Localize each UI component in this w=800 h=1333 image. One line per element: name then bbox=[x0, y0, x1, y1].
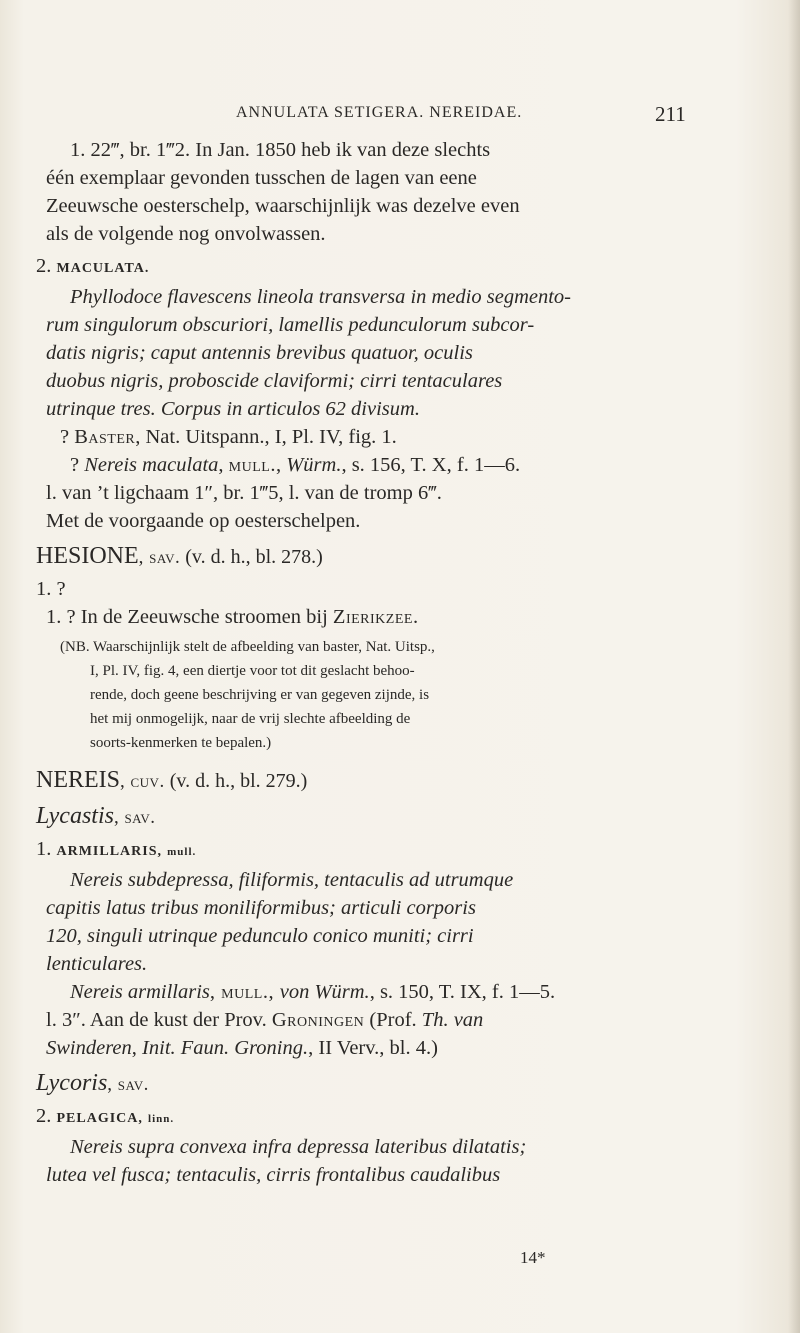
references-maculata bbox=[36, 423, 756, 535]
place-name: Groningen bbox=[271, 1009, 365, 1031]
ref-text: , s. 150, T. IX, f. 1—5. bbox=[369, 981, 556, 1003]
reference-line bbox=[46, 423, 756, 451]
text-line: Met de voorgaande op oesterschelpen. bbox=[46, 510, 361, 532]
text-line: lutea vel fusca; tentaculis, cirris frontalibus caudalibus bbox=[46, 1164, 501, 1186]
text-line: l. van ’t ligchaam 1″, br. 1‴5, l. van de tromp 6‴. bbox=[46, 482, 442, 504]
text-line bbox=[46, 1034, 756, 1062]
genus-ref: (v. d. h., bl. 278.) bbox=[180, 546, 323, 568]
diagnosis-maculata bbox=[36, 283, 756, 423]
genus-author: , sav. bbox=[138, 547, 181, 568]
taxon-name: Nereis maculata bbox=[84, 454, 219, 476]
text-line: rum singulorum obscuriori, lamellis pedunculorum subcor- bbox=[46, 314, 535, 336]
text-part: (Prof. bbox=[364, 1009, 422, 1031]
page-number: 211 bbox=[655, 102, 686, 126]
page-edge-shadow bbox=[788, 0, 800, 1333]
subgenus-name: Lycastis bbox=[36, 803, 114, 829]
text-line: lenticulares. bbox=[46, 953, 148, 975]
species-number: 1. bbox=[36, 838, 52, 860]
paragraph-intro bbox=[36, 136, 756, 164]
genus-name: NEREIS bbox=[36, 767, 120, 793]
signature-mark: 14* bbox=[520, 1248, 546, 1267]
text-line: 1. ? bbox=[36, 578, 66, 600]
author-name: Baster bbox=[74, 426, 136, 448]
text-line: Zeeuwsche oesterschelp, waarschijnlijk was dezelve even bbox=[46, 195, 520, 217]
subgenus-author: , sav. bbox=[107, 1074, 149, 1095]
ref-mark: ? bbox=[70, 454, 85, 476]
genus-ref: (v. d. h., bl. 279.) bbox=[164, 770, 308, 792]
work-title: Init. Faun. Groning. bbox=[142, 1037, 309, 1059]
species-author: linn. bbox=[148, 1113, 175, 1125]
species-author: mull. bbox=[167, 846, 197, 858]
text-part: 1. ? In de Zeeuwsche stroomen bij bbox=[46, 606, 333, 628]
note-line: rende, doch geene beschrijving er van gegeven zijnde, is bbox=[90, 687, 430, 703]
species-number: 2. bbox=[36, 1105, 52, 1127]
text-line: capitis latus tribus moniliformibus; articuli corporis bbox=[46, 897, 476, 919]
paragraph-intro-cont bbox=[36, 164, 756, 248]
species-heading-pelagica bbox=[36, 1102, 756, 1133]
person-name: Th. van bbox=[421, 1009, 484, 1031]
species-name: MACULATA. bbox=[56, 261, 150, 276]
note-line: soorts-kenmerken te bepalen.) bbox=[90, 735, 272, 751]
text-line: utrinque tres. Corpus in articulos 62 divisum. bbox=[46, 398, 420, 420]
subgenus-name: Lycoris bbox=[36, 1070, 108, 1096]
author-name: , mull., bbox=[209, 981, 280, 1003]
text-line: één exemplaar gevonden tusschen de lagen van eene bbox=[46, 167, 477, 189]
ref-text: , Nat. Uitspann., I, Pl. IV, fig. 1. bbox=[135, 426, 397, 448]
genus-heading-hesione bbox=[36, 539, 756, 575]
genus-author: , cuv. bbox=[120, 771, 165, 792]
text-line: Phyllodoce flavescens lineola transversa in medio segmento- bbox=[70, 286, 571, 308]
taxon-name: Nereis armillaris bbox=[70, 981, 210, 1003]
text-part: , bbox=[131, 1037, 143, 1059]
note-line: (NB. Waarschijnlijk stelt de afbeelding van baster, Nat. Uitsp., bbox=[60, 639, 435, 655]
species-name: PELAGICA, bbox=[56, 1111, 143, 1126]
text-part: l. 3″. Aan de kust der Prov. bbox=[46, 1009, 272, 1031]
text-line bbox=[36, 603, 756, 631]
place-name: Zierikzee bbox=[332, 606, 413, 628]
note-block bbox=[36, 635, 756, 755]
text-line: 120, singuli utrinque pedunculo conico muniti; cirri bbox=[46, 925, 474, 947]
running-head: ANNULATA SETIGERA. NEREIDAE. bbox=[236, 104, 523, 121]
text-line: als de volgende nog onvolwassen. bbox=[46, 223, 326, 245]
author-name: mull. bbox=[228, 454, 276, 476]
person-name: Swinderen bbox=[46, 1037, 132, 1059]
species-number: 2. bbox=[36, 255, 52, 277]
diagnosis-pelagica bbox=[36, 1133, 756, 1189]
diagnosis-armillaris bbox=[36, 866, 756, 978]
text-line: duobus nigris, proboscide claviformi; cirri tentaculares bbox=[46, 370, 503, 392]
subgenus-heading-lycoris bbox=[36, 1066, 756, 1102]
references-armillaris bbox=[36, 978, 756, 1062]
text-part: , II Verv., bl. 4.) bbox=[308, 1037, 438, 1059]
ref-mark: ? bbox=[60, 426, 75, 448]
species-name: ARMILLARIS, bbox=[56, 844, 163, 859]
text-line: datis nigris; caput antennis brevibus quatuor, oculis bbox=[46, 342, 473, 364]
reference-line bbox=[46, 451, 756, 479]
page-body bbox=[36, 136, 756, 1189]
ref-text: , bbox=[218, 454, 229, 476]
text-line: 1. 22‴, br. 1‴2. In Jan. 1850 heb ik van deze slechts bbox=[70, 139, 491, 161]
hesione-entry bbox=[36, 575, 756, 631]
note-line: het mij onmogelijk, naar de vrij slechte afbeelding de bbox=[90, 711, 411, 727]
work-title: von Würm. bbox=[279, 981, 370, 1003]
note-line: I, Pl. IV, fig. 4, een diertje voor tot dit geslacht behoo- bbox=[90, 663, 415, 679]
subgenus-author: , sav. bbox=[113, 807, 156, 828]
ref-text: , s. 156, T. X, f. 1—6. bbox=[341, 454, 521, 476]
reference-line bbox=[46, 978, 756, 1006]
text-part: . bbox=[412, 606, 419, 628]
text-line bbox=[46, 1006, 756, 1034]
text-line: Nereis subdepressa, filiformis, tentaculis ad utrumque bbox=[70, 869, 514, 891]
work-title: Würm. bbox=[286, 454, 342, 476]
subgenus-heading-lycastis bbox=[36, 799, 756, 835]
species-heading-maculata bbox=[36, 252, 756, 283]
genus-heading-nereis bbox=[36, 763, 756, 799]
ref-text: , bbox=[275, 454, 287, 476]
text-line: Nereis supra convexa infra depressa lateribus dilatatis; bbox=[70, 1136, 527, 1158]
species-heading-armillaris bbox=[36, 835, 756, 866]
genus-name: HESIONE bbox=[36, 543, 139, 569]
page-header bbox=[0, 104, 800, 134]
